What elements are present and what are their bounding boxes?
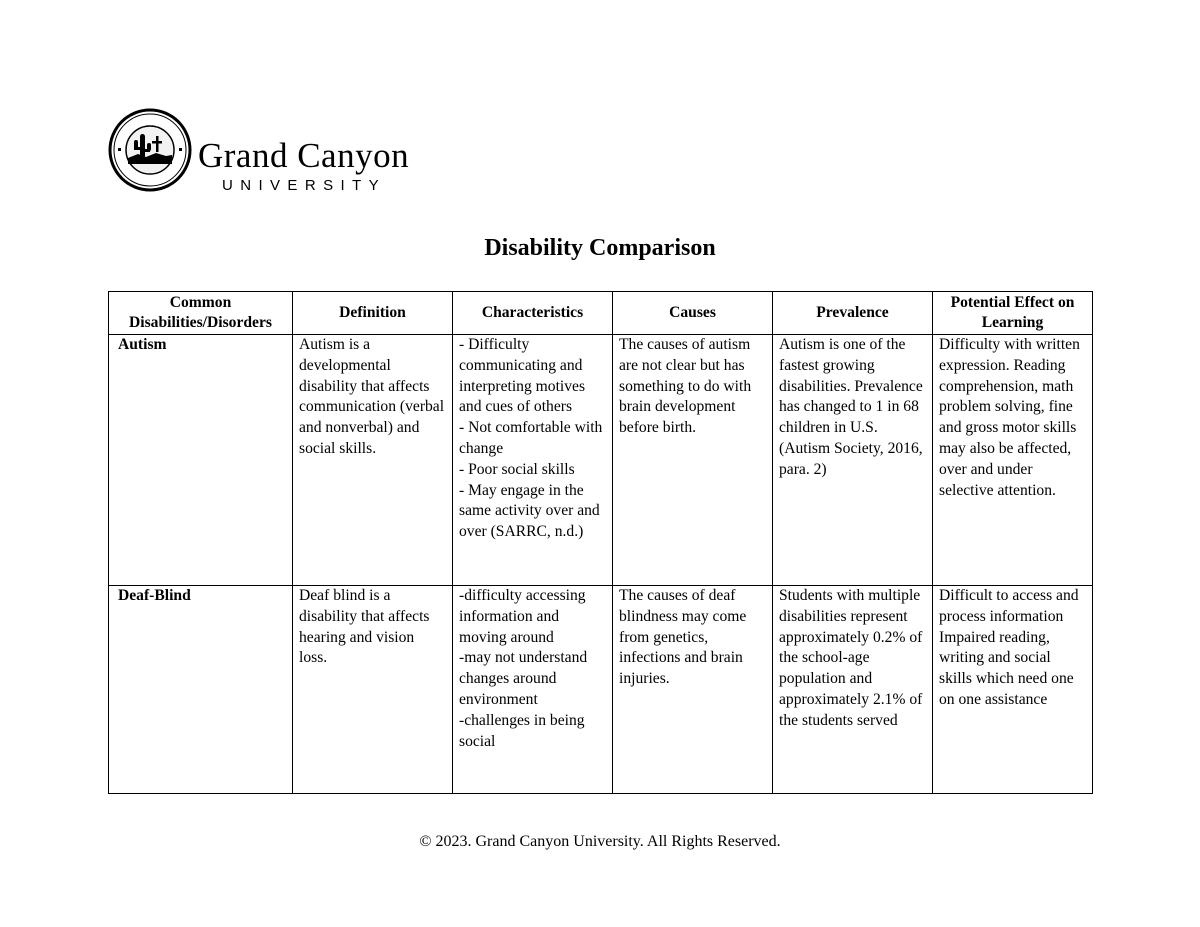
university-logo [108, 108, 478, 198]
document-title: Disability Comparison [484, 235, 716, 261]
university-seal-icon [108, 108, 192, 192]
table-row [109, 335, 1093, 586]
header-characteristics: Characteristics [453, 292, 613, 335]
header-effect-on-learning: Potential Effect on Learning [933, 292, 1093, 335]
definition-cell: Autism is a developmental disability that affects communication (verbal and nonverbal) and social skills. [293, 335, 453, 586]
logo-subtitle: UNIVERSITY [222, 177, 387, 194]
disability-comparison-table [108, 291, 1093, 794]
prevalence-cell: Autism is one of the fastest growing disabilities. Prevalence has changed to 1 in 68 children in U.S. (Autism Society, 2016, para. 2) [773, 335, 933, 586]
characteristic-item: - Not comfortable with change [459, 419, 603, 457]
header-definition: Definition [293, 292, 453, 335]
logo-wordmark: Grand Canyon [198, 136, 410, 175]
definition-cell: Deaf blind is a disability that affects hearing and vision loss. [293, 586, 453, 794]
effect-item: Difficult to access and process information [939, 587, 1079, 625]
header-causes: Causes [613, 292, 773, 335]
characteristic-item: - Difficulty communicating and interpreting motives and cues of others [459, 336, 586, 416]
causes-cell: The causes of autism are not clear but has something to do with brain development before birth. [613, 335, 773, 586]
causes-cell: The causes of deaf blindness may come from genetics, infections and brain injuries. [613, 586, 773, 794]
characteristics-cell [453, 586, 613, 794]
characteristic-item: -challenges in being social [459, 711, 585, 750]
effect-cell: Difficulty with written expression. Reading comprehension, math problem solving, fine and gross motor skills may also be affected, over and under selective attention. [933, 335, 1093, 586]
characteristic-item: -difficulty accessing information and moving around [459, 587, 586, 646]
characteristic-item: -may not understand changes around environment [459, 649, 588, 708]
table-row [109, 586, 1093, 794]
header-disorders: Common Disabilities/Disorders [109, 292, 293, 335]
effect-cell [933, 586, 1093, 794]
header-prevalence: Prevalence [773, 292, 933, 335]
row-name-cell: Deaf-Blind [109, 586, 293, 794]
table-header-row [109, 292, 1093, 335]
prevalence-cell: Students with multiple disabilities represent approximately 0.2% of the school-age population and approximately 2.1% of the students served [773, 586, 933, 794]
characteristic-item: - Poor social skills [459, 460, 575, 478]
copyright-footer: © 2023. Grand Canyon University. All Rights Reserved. [419, 833, 781, 850]
effect-item: Impaired reading, writing and social skills which need one on one assistance [939, 628, 1074, 708]
characteristics-cell [453, 335, 613, 586]
row-name-cell: Autism [109, 335, 293, 586]
characteristic-item: - May engage in the same activity over and over (SARRC, n.d.) [459, 481, 600, 541]
